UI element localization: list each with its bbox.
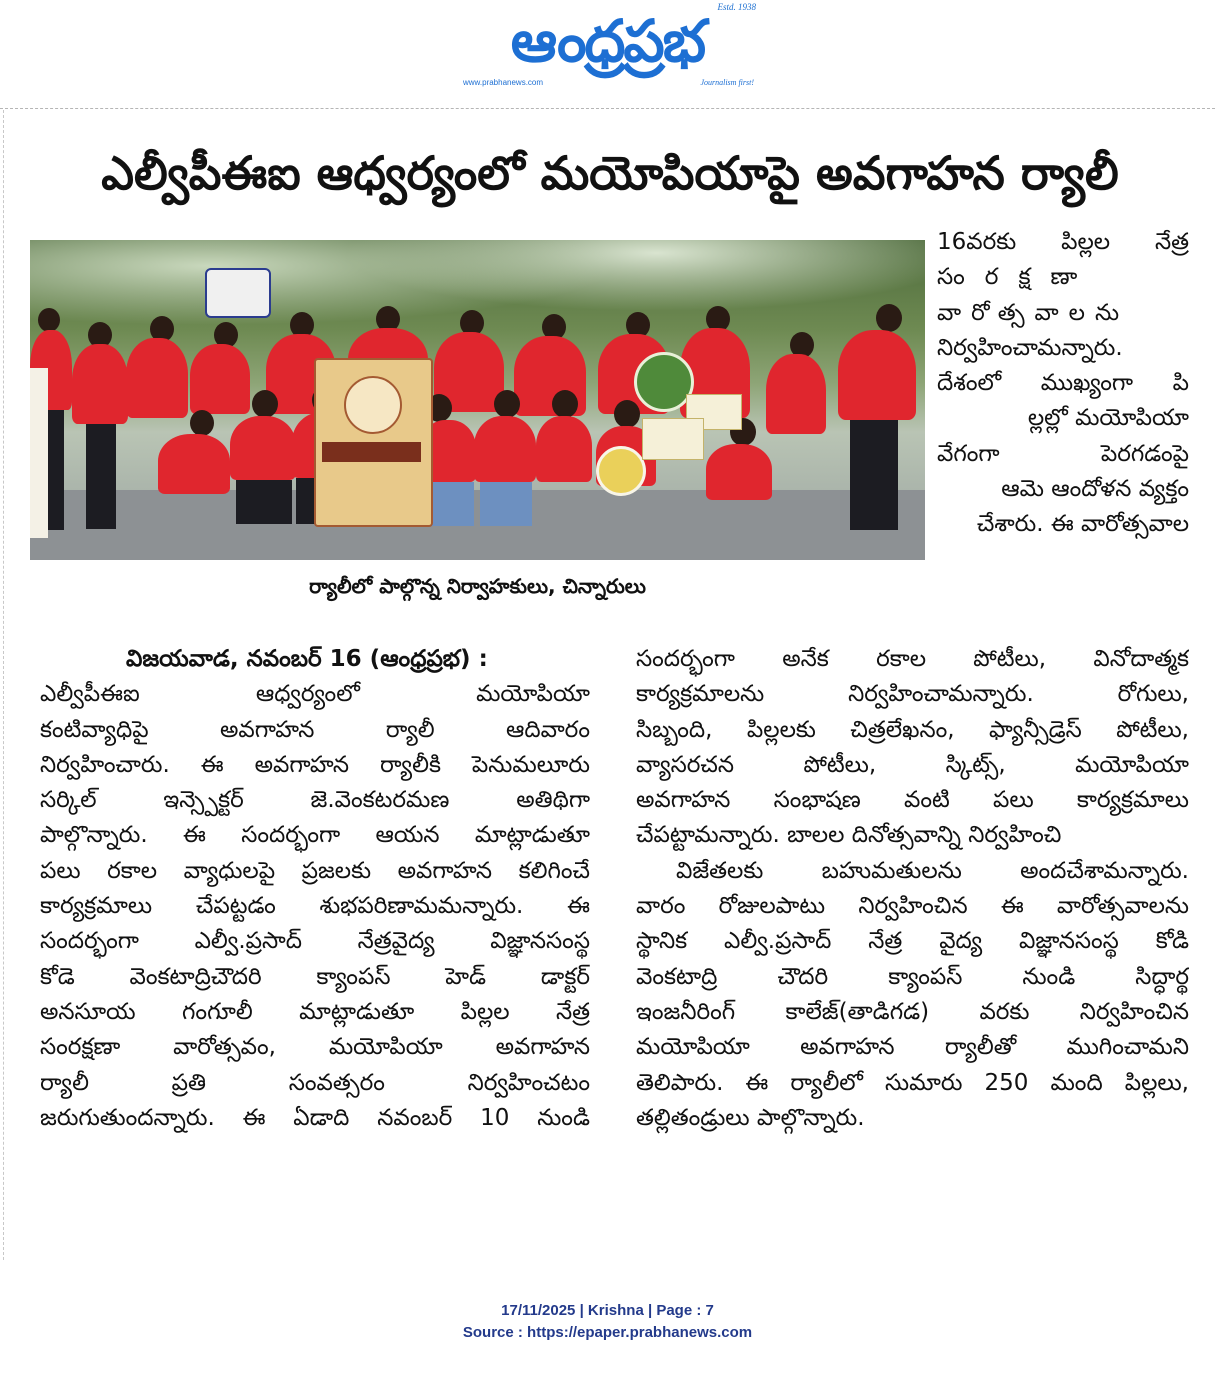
text-line: చేశారు. ఈ వారోత్సవాల	[976, 511, 1189, 538]
photo-person	[252, 390, 278, 418]
text-line: ల్లల్లో మయోపియా	[1027, 405, 1189, 432]
estd-label: Estd. 1938	[717, 2, 756, 12]
photo-road	[30, 490, 925, 560]
photo-person	[850, 420, 898, 530]
text-line: తల్లితండ్రులు పాల్గొన్నారు.	[636, 1104, 865, 1131]
photo-person	[190, 344, 250, 414]
text-line: ఆమె ఆందోళన వ్యక్తం	[1001, 476, 1189, 503]
article-column-top-right	[937, 225, 1189, 543]
text-line: వారం రోజులపాటు నిర్వహించిన ఈ వారోత్సవాలను	[636, 893, 1189, 920]
text-line: కంటివ్యాధిపై అవగాహన ర్యాలీ ఆదివారం	[40, 716, 590, 743]
text-line: తెలిపారు. ఈ ర్యాలీలో సుమారు 250 మంది పిల్లలు,	[636, 1069, 1189, 1096]
photo-person	[706, 444, 772, 500]
source-link[interactable]: Source : https://epaper.prabhanews.com	[462, 1324, 753, 1341]
placard-sign	[596, 446, 646, 496]
text-line: మయోపియా అవగాహన ర్యాలీతో ముగించామని	[636, 1034, 1189, 1061]
placard-sign	[205, 268, 271, 318]
text-line: నిర్వహించామన్నారు.	[937, 334, 1123, 361]
text-line: ఇంజనీరింగ్ కాలేజ్(తాడిగడ) వరకు నిర్వహించిన	[636, 998, 1189, 1025]
placard-sign	[642, 418, 704, 460]
photo-person	[38, 308, 60, 332]
dateline: విజయవాడ, నవంబర్ 16 (ఆంధ్రప్రభ) :	[126, 646, 488, 672]
photo-person	[236, 480, 292, 524]
text-line: ఎల్వీపీఈఐ ఆధ్వర్యంలో మయోపియా	[40, 681, 590, 708]
text-line: సంరక్షణా వారోత్సవం, మయోపియా అవగాహన	[40, 1034, 590, 1061]
header-divider	[0, 108, 1215, 109]
photo-person	[536, 416, 592, 482]
placard-sign	[30, 368, 48, 538]
photo-person	[766, 354, 826, 434]
photo-person	[126, 338, 188, 418]
photo-person	[552, 390, 578, 418]
text-line: వారోత్సవాలను	[937, 299, 1130, 326]
text-line: దేశంలో ముఖ్యంగా పి	[937, 370, 1189, 397]
photo-person	[72, 344, 128, 424]
placard-sign	[634, 352, 694, 412]
text-line: సర్కిల్ ఇన్స్పెక్టర్ జె.వెంకటరమణ అతిథిగా	[40, 787, 590, 814]
text-line: అవగాహన సంభాషణ వంటి పలు కార్యక్రమాలు	[636, 787, 1189, 814]
text-line: పాల్గొన్నారు. ఈ సందర్భంగా ఆయన మాట్లాడుతూ	[40, 822, 590, 849]
masthead	[455, 0, 760, 92]
text-line: సందర్భంగా ఎల్వీ.ప్రసాద్ నేత్రవైద్య విజ్ఞానసంస్థ	[40, 928, 590, 955]
photo-person	[876, 304, 902, 332]
photo-person	[480, 482, 532, 526]
headline: ఎల్వీపీఈఐ ఆధ్వర్యంలో మయోపియాపై అవగాహన ర్యాలీ	[101, 146, 1119, 200]
site-label: www.prabhanews.com	[463, 78, 544, 87]
photo-person	[86, 424, 116, 529]
text-line: వ్యాసరచన పోటీలు, స్కిట్స్, మయోపియా	[636, 751, 1189, 778]
article-column-left	[40, 642, 590, 1136]
text-line: కోడె వెంకటాద్రిచౌదరి క్యాంపస్ హెడ్ డాక్టర్	[40, 963, 590, 990]
text-line: పలు రకాల వ్యాధులపై ప్రజలకు అవగాహన కలిగించే	[40, 857, 590, 884]
photo-caption: ర్యాలీలో పాల్గొన్న నిర్వాహకులు, చిన్నారులు	[309, 574, 646, 598]
text-line: 16వరకు పిల్లల నేత్ర	[937, 229, 1189, 255]
text-line: కార్యక్రమాలను నిర్వహించామన్నారు. రోగులు,	[636, 681, 1189, 708]
text-line: జరుగుతుందన్నారు. ఈ ఏడాది నవంబర్ 10 నుండి	[40, 1104, 590, 1131]
rally-photo	[30, 240, 925, 560]
photo-person	[190, 410, 214, 436]
photo-person	[158, 434, 230, 494]
text-line: స్థానిక ఎల్వీ.ప్రసాద్ నేత్ర వైద్య విజ్ఞానసంస్థ కోడి	[636, 928, 1189, 955]
tagline: Journalism first!	[700, 78, 754, 87]
text-line: వెంకటాద్రి చౌదరి క్యాంపస్ నుండి సిద్ధార్థ	[636, 963, 1189, 990]
photo-person	[494, 390, 520, 418]
photo-person	[230, 416, 296, 480]
text-line: కార్యక్రమాలు చేపట్టడం శుభపరిణామమన్నారు. ఈ	[40, 893, 590, 920]
photo-person	[474, 416, 536, 482]
text-line: చేపట్టామన్నారు. బాలల దినోత్సవాన్ని నిర్వహించి	[636, 822, 1062, 849]
photo-person	[614, 400, 640, 428]
edition-info: 17/11/2025 | Krishna | Page : 7	[501, 1302, 714, 1319]
margin-divider	[3, 110, 4, 1260]
text-line: ర్యాలీ ప్రతి సంవత్సరం నిర్వహించటం	[40, 1069, 590, 1096]
page-footer	[0, 1300, 1215, 1344]
article-column-right	[636, 642, 1189, 1136]
text-line: వేగంగా పెరగడంపై	[937, 440, 1189, 467]
text-line: సందర్భంగా అనేక రకాల పోటీలు, వినోదాత్మక	[636, 646, 1189, 672]
newspaper-logo: ఆంధ్రప్రభ	[510, 7, 705, 75]
rally-banner	[314, 358, 429, 523]
text-line: విజేతలకు బహుమతులను అందచేశామన్నారు.	[676, 857, 1189, 884]
text-line: సిబ్బంది, పిల్లలకు చిత్రలేఖనం, ఫ్యాన్సీడ్రెస్ పోటీలు,	[636, 716, 1189, 743]
text-line: సంరక్షణా	[937, 264, 1098, 291]
text-line: అనసూయ గంగూలీ మాట్లాడుతూ పిల్లల నేత్ర	[40, 998, 590, 1025]
text-line: నిర్వహించారు. ఈ అవగాహన ర్యాలీకి పెనుమలూరు	[40, 751, 590, 778]
photo-person	[838, 330, 916, 420]
